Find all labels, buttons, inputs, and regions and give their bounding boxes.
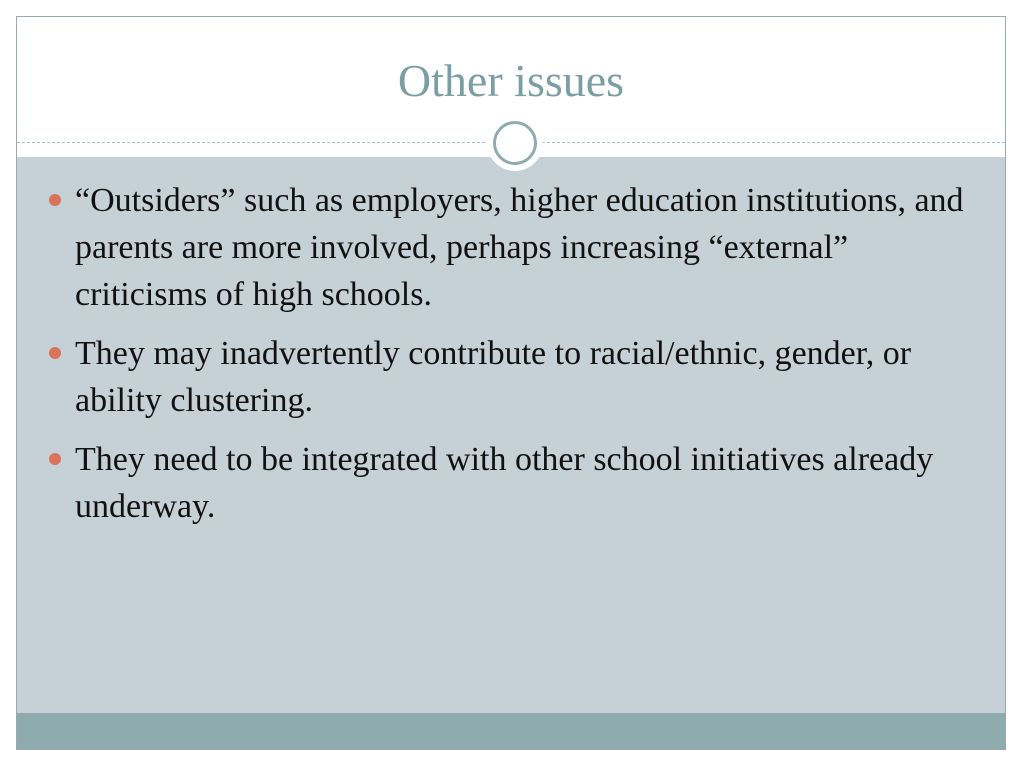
bullet-item <box>47 436 987 530</box>
bullet-item <box>47 177 987 318</box>
bullet-text: “Outsiders” such as employers, higher education institutions, and parents are more involved, perhaps increasing “external” criticisms of high schools. <box>75 182 964 313</box>
bullet-dot-icon <box>49 453 61 465</box>
bullet-dot-icon <box>49 347 61 359</box>
bullet-text: They may inadvertently contribute to racial/ethnic, gender, or ability clustering. <box>75 335 912 419</box>
bullet-text: They need to be integrated with other school initiatives already underway. <box>75 441 934 525</box>
bullet-list <box>47 177 987 542</box>
bullet-dot-icon <box>49 194 61 206</box>
slide <box>16 16 1006 750</box>
circle-ornament-icon <box>487 115 543 171</box>
footer-band <box>17 713 1005 749</box>
slide-title: Other issues <box>397 55 625 106</box>
bullet-item <box>47 330 987 424</box>
